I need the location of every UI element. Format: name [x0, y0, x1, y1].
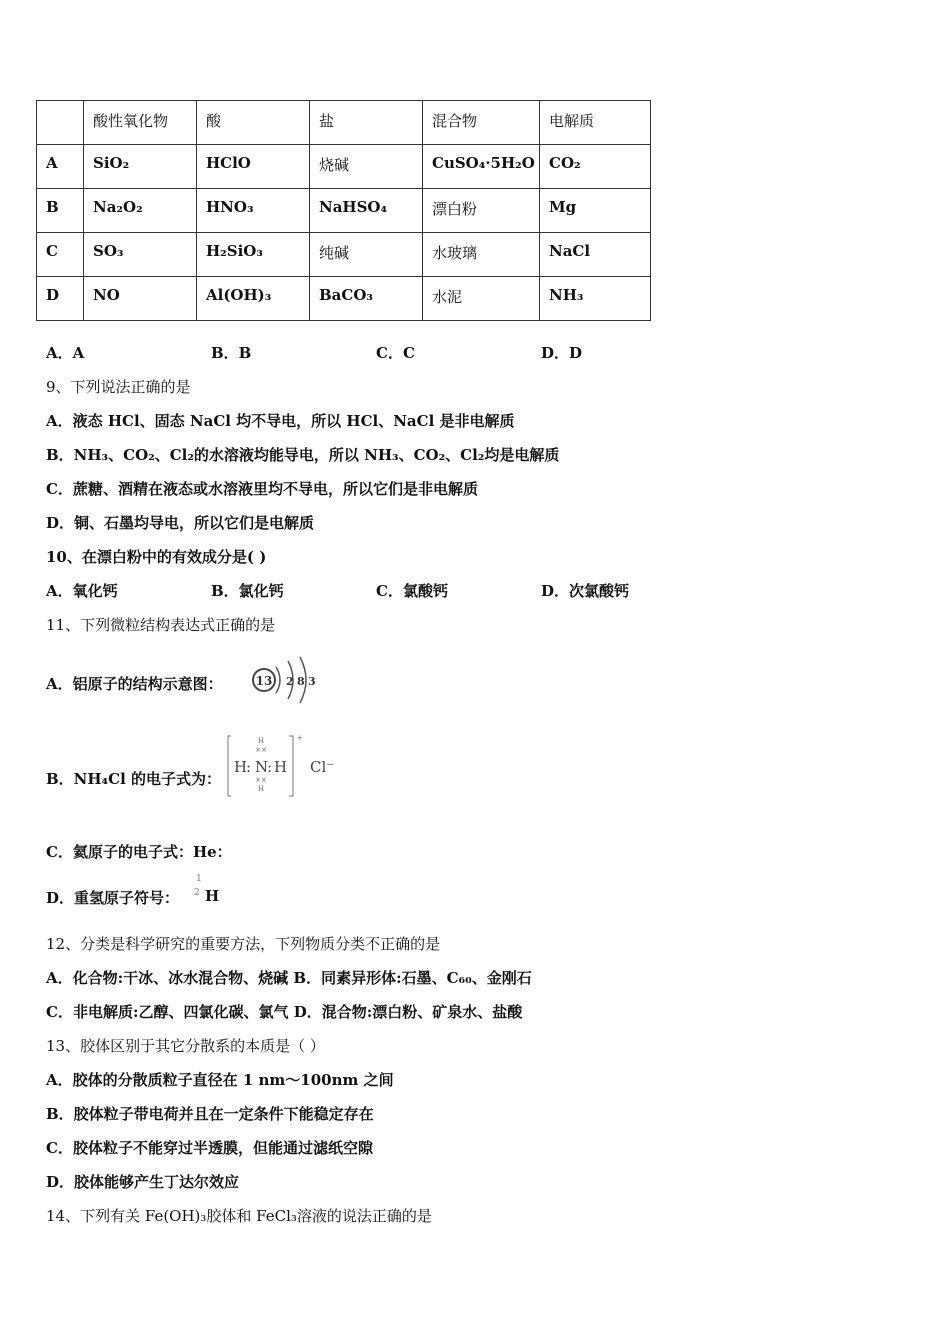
- shell-electrons: 3: [308, 675, 316, 688]
- table-cell: 烧碱: [310, 145, 423, 189]
- q10-option-c: C．氯酸钙: [376, 582, 448, 600]
- table-cell: SO₃: [84, 233, 197, 277]
- classification-table: [36, 100, 651, 321]
- svg-text:××: ××: [255, 776, 267, 784]
- svg-text:Cl⁻: Cl⁻: [310, 758, 335, 776]
- table-cell: HClO: [197, 145, 310, 189]
- table-header: 混合物: [423, 101, 540, 145]
- table-header: 酸: [197, 101, 310, 145]
- table-cell: 漂白粉: [423, 189, 540, 233]
- q10-option-b: B．氯化钙: [211, 582, 284, 600]
- q13-option-b: B．胶体粒子带电荷并且在一定条件下能稳定存在: [46, 1105, 374, 1123]
- svg-text:H: H: [257, 785, 265, 793]
- nucleus-charge: 13: [255, 674, 273, 688]
- table-header-row: [37, 101, 651, 145]
- table-row: [37, 145, 651, 189]
- table-cell: D: [37, 277, 84, 321]
- table-cell: B: [37, 189, 84, 233]
- q9-stem: 9、下列说法正确的是: [46, 378, 191, 396]
- table-cell: NO: [84, 277, 197, 321]
- q8-option-d: D．D: [541, 344, 583, 362]
- q13-option-a: A．胶体的分散质粒子直径在 1 nm～100nm 之间: [46, 1071, 394, 1089]
- table-cell: 纯碱: [310, 233, 423, 277]
- table-cell: NaHSO₄: [310, 189, 423, 233]
- q11-stem: 11、下列微粒结构表达式正确的是: [46, 616, 276, 634]
- q9-option-a: A．液态 HCl、固态 NaCl 均不导电，所以 HCl、NaCl 是非电解质: [46, 412, 515, 430]
- table-cell: BaCO₃: [310, 277, 423, 321]
- isotope-atomic-number: 2: [194, 888, 200, 898]
- table-row: [37, 233, 651, 277]
- svg-text:+: +: [297, 734, 303, 742]
- q11-option-b: B．NH₄Cl 的电子式为：: [46, 770, 221, 788]
- isotope-mass-number: 1: [196, 874, 202, 884]
- table-cell: 水玻璃: [423, 233, 540, 277]
- table-cell: Al(OH)₃: [197, 277, 310, 321]
- table-row: [37, 277, 651, 321]
- table-cell: C: [37, 233, 84, 277]
- q8-option-b: B．B: [211, 344, 252, 362]
- q9-option-c: C．蔗糖、酒精在液态或水溶液里均不导电，所以它们是非电解质: [46, 480, 478, 498]
- q12-options-cd: C．非电解质:乙醇、四氯化碳、氯气 D．混合物:漂白粉、矿泉水、盐酸: [46, 1003, 523, 1021]
- q13-option-d: D．胶体能够产生丁达尔效应: [46, 1173, 240, 1191]
- svg-text:H: H: [274, 758, 288, 776]
- q10-option-a: A．氧化钙: [46, 582, 118, 600]
- svg-text:H: H: [257, 737, 265, 745]
- aluminum-atom-diagram: [248, 655, 323, 705]
- table-cell: SiO₂: [84, 145, 197, 189]
- q13-option-c: C．胶体粒子不能穿过半透膜，但能通过滤纸空隙: [46, 1139, 373, 1157]
- table-header: 电解质: [540, 101, 651, 145]
- q9-option-d: D．铜、石墨均导电，所以它们是电解质: [46, 514, 315, 532]
- nh4cl-electron-formula: [225, 732, 335, 802]
- q11-option-a: A．铝原子的结构示意图：: [46, 675, 223, 693]
- q9-option-b: B．NH₃、CO₂、Cl₂的水溶液均能导电，所以 NH₃、CO₂、Cl₂均是电解质: [46, 446, 560, 464]
- q12-options-ab: A．化合物:干冰、冰水混合物、烧碱 B．同素异形体:石墨、C₆₀、金刚石: [46, 969, 532, 987]
- q8-option-c: C．C: [376, 344, 415, 362]
- q12-stem: 12、分类是科学研究的重要方法，下列物质分类不正确的是: [46, 935, 441, 953]
- table-cell: 水泥: [423, 277, 540, 321]
- table-cell: NaCl: [540, 233, 651, 277]
- table-cell: H₂SiO₃: [197, 233, 310, 277]
- table-cell: Na₂O₂: [84, 189, 197, 233]
- table-cell: CuSO₄·5H₂O: [423, 145, 540, 189]
- q8-option-a: A．A: [46, 344, 85, 362]
- table-header: [37, 101, 84, 145]
- svg-text::: :: [246, 758, 252, 776]
- table-cell: CO₂: [540, 145, 651, 189]
- table-cell: HNO₃: [197, 189, 310, 233]
- q10-option-d: D．次氯酸钙: [541, 582, 630, 600]
- isotope-element: H: [205, 887, 220, 905]
- table-header: 酸性氧化物: [84, 101, 197, 145]
- table-header: 盐: [310, 101, 423, 145]
- q11-option-c: C．氦原子的电子式：He：: [46, 843, 232, 861]
- table-cell: A: [37, 145, 84, 189]
- q13-stem: 13、胶体区别于其它分散系的本质是（ ）: [46, 1037, 325, 1055]
- svg-text::: :: [267, 758, 273, 776]
- shell-electrons: 8: [297, 675, 305, 688]
- q10-stem: 10、在漂白粉中的有效成分是( ): [46, 548, 267, 566]
- table-cell: Mg: [540, 189, 651, 233]
- table-row: [37, 189, 651, 233]
- svg-text:H: H: [234, 758, 248, 776]
- svg-text:N: N: [255, 758, 269, 776]
- svg-text:××: ××: [255, 746, 267, 754]
- shell-electrons: 2: [286, 675, 294, 688]
- table-cell: NH₃: [540, 277, 651, 321]
- q14-stem: 14、下列有关 Fe(OH)₃胶体和 FeCl₃溶液的说法正确的是: [46, 1207, 432, 1225]
- q11-option-d: D．重氢原子符号：: [46, 889, 180, 907]
